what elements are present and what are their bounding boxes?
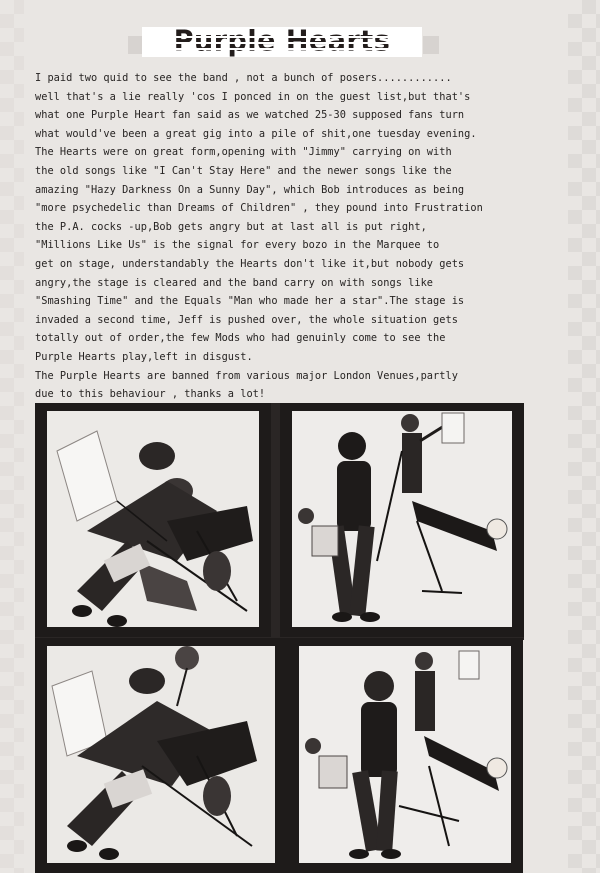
article-line: "Smashing Time" and the Equals "Man who made her a star".The stage is: [35, 295, 465, 308]
article-line: the P.A. cocks -up,Bob gets angry but at last all is put right,: [35, 220, 427, 233]
title-banner: [142, 27, 422, 57]
article-line: "more psychedelic than Dreams of Children" , they pound into Frustration: [35, 202, 483, 215]
title-decor-right: [423, 36, 439, 54]
title-stripe: [142, 42, 422, 44]
halftone-edge-left: [0, 0, 24, 873]
article-line: what one Purple Heart fan said as we watched 25-30 supposed fans turn: [35, 109, 465, 122]
article-line: get on stage, understandably the Hearts don't like it,but nobody gets: [35, 257, 465, 270]
article-line: I paid two quid to see the band , not a bunch of posers............: [35, 72, 452, 84]
article-line: due to this behaviour , thanks a lot!: [35, 388, 266, 401]
band-pileup-photo: [47, 646, 275, 863]
photo-frame: [280, 403, 524, 637]
collage-divider: [271, 403, 280, 637]
photo-frame: [35, 403, 271, 637]
photo-frame: [287, 638, 523, 873]
article-line: The Hearts were on great form,opening with "Jimmy" carrying on with: [35, 146, 452, 159]
band-mic-stand-photo: [292, 411, 512, 627]
article-line: amazing "Hazy Darkness On a Sunny Day", which Bob introduces as being: [35, 183, 465, 196]
article-line: The Purple Hearts are banned from various major London Venues,partly: [35, 369, 458, 382]
article-line: invaded a second time, Jeff is pushed over, the whole situation gets: [35, 313, 458, 326]
title-stripe: [142, 36, 422, 38]
article-line: the old songs like "I Can't Stay Here" and the newer songs like the: [35, 164, 452, 177]
title-stripe: [142, 48, 422, 50]
article-line: totally out of order,the few Mods who had genuinly come to see the: [35, 332, 446, 345]
article-line: angry,the stage is cleared and the band carry on with songs like: [35, 276, 434, 289]
article-line: Purple Hearts play,left in disgust.: [35, 350, 253, 363]
article-line: "Millions Like Us" is the signal for every bozo in the Marquee to: [35, 239, 440, 252]
band-pileup-photo: [47, 411, 259, 627]
photo-frame: [35, 638, 287, 873]
article-line: what would've been a great gig into a pile of shit,one tuesday evening.: [35, 127, 477, 140]
article-body: [35, 69, 590, 404]
photo-collage: [35, 403, 524, 873]
article-line: well that's a lie really 'cos I ponced in on the guest list,but that's: [35, 90, 471, 103]
band-mic-stand-photo: [299, 646, 511, 863]
